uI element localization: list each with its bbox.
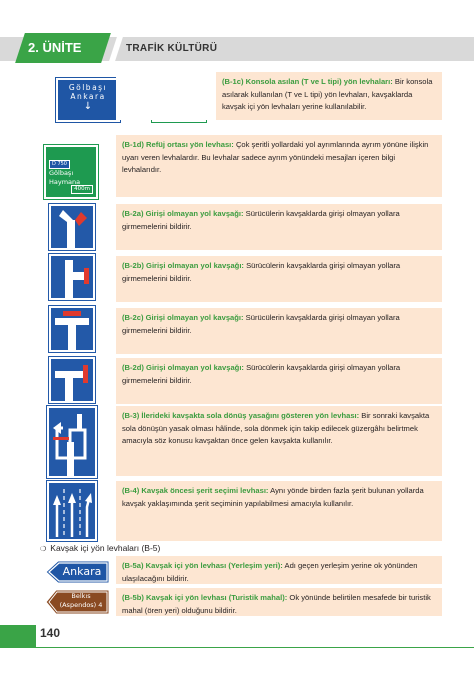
item-b2b <box>116 256 442 302</box>
section-b5-title <box>40 543 160 553</box>
sign-b1c-left-line1: Gölbaşı <box>68 83 108 92</box>
sign-b1d-route: D 750 <box>49 160 70 169</box>
sign-b2b <box>49 254 95 300</box>
section-b5-title-text: Kavşak içi yön levhaları (B-5) <box>50 543 161 553</box>
item-b2a-text: Sürücülerin kavşaklarda girişi olmayan yollara girmemelerini bildirir. <box>122 209 400 231</box>
topic-label: TRAFİK KÜLTÜRÜ <box>126 43 218 54</box>
arrow-down-icon: ↓ <box>83 101 93 112</box>
item-b2b-term: (B-2b) Girişi olmayan yol kavşağı: <box>122 261 244 270</box>
sign-b1c-left-line2: Ankara <box>70 92 106 101</box>
item-b1c-text: Bir konsola asılarak kullanılan (T ve L tipi) yön levhaları, kavşaklarda kavşak içi yön levhaları yerine kullanılabilir. <box>222 77 433 112</box>
sign-b5a-label: Ankara <box>62 565 102 578</box>
item-b2d-text: Sürücülerin kavşaklarda girişi olmayan yollara girmemelerini bildirir. <box>122 363 401 385</box>
item-b4 <box>116 481 442 541</box>
item-b1c <box>116 72 442 120</box>
road-side-junction-icon <box>51 256 93 298</box>
page-number-tab <box>0 625 36 647</box>
sign-b1d-line1: Gölbaşı <box>49 169 74 177</box>
circle-bullet-icon: ❍ <box>40 546 47 553</box>
item-b5a <box>116 556 442 584</box>
item-b5b <box>116 588 442 616</box>
item-b4-text: Aynı yönde birden fazla şerit bulunan yollarda kavşak yaklaşımında şerit seçiminin yapılabilmesi amacıyla kullanılır. <box>122 486 424 508</box>
sign-b5b-line1: Belkıs <box>71 592 91 600</box>
item-b2a-term: (B-2a) Girişi olmayan yol kavşağı: <box>122 209 244 218</box>
sign-b5b-line2: (Aspendos) 4 <box>59 601 103 609</box>
road-t-junction-icon <box>51 308 93 350</box>
sign-b3 <box>47 406 97 478</box>
item-b5a-term: (B-5a) Kavşak içi yön levhası (Yerleşim yeri): <box>122 561 283 570</box>
item-b1d-term: (B-1d) Refüj ortası yön levhası: <box>122 140 234 149</box>
item-b2c-text: Sürücülerin kavşaklarda girişi olmayan yollara girmemelerini bildirir. <box>122 313 400 335</box>
item-b3 <box>116 406 442 476</box>
item-b2d <box>116 358 442 404</box>
item-b4-term: (B-4) Kavşak öncesi şerit seçimi levhası: <box>122 486 269 495</box>
item-b1d-text: Çok şeritli yollardaki yol ayrımlarında ayrım yönüne ilişkin uyarı veren levhalardır. Bu levhalar sadece ayrım yönündeki mesajları içeren bilgi levhalarıdır. <box>122 140 429 175</box>
item-b2c-term: (B-2c) Girişi olmayan yol kavşağı: <box>122 313 244 322</box>
item-b2b-text: Sürücülerin kavşaklarda girişi olmayan yollara girmemelerini bildirir. <box>122 261 401 283</box>
item-b2d-term: (B-2d) Girişi olmayan yol kavşağı: <box>122 363 244 372</box>
sign-b2d <box>49 357 95 403</box>
item-b5a-text: Adı geçen yerleşim yerine ok yönünden ulaşılacağını bildirir. <box>122 561 418 583</box>
unit-label: 2. ÜNİTE <box>28 40 82 55</box>
item-b2a <box>116 204 442 250</box>
item-b5b-term: (B-5b) Kavşak içi yön levhası (Turistik mahal): <box>122 593 288 602</box>
item-b2c <box>116 308 442 354</box>
sign-b1c-left <box>56 78 120 122</box>
sign-b1d-line2: Haymana <box>49 178 81 186</box>
item-b5b-text: Ok yönünde belirtilen mesafede bir turistik mahal (ören yeri) olduğunu bildirir. <box>122 593 431 615</box>
road-branch-icon <box>51 206 93 248</box>
item-b3-text: Bir sonraki kavşakta sola dönüşün yasak olması hâlinde, sola dönmek için takip edilecek güzergâhı belirtmek amacıyla söz konusu kavşaktan önce gelen kavşakta kullanılır. <box>122 411 430 446</box>
item-b1d <box>116 135 442 197</box>
item-b3-term: (B-3) İlerideki kavşakta sola dönüş yasağını gösteren yön levhası: <box>122 411 360 420</box>
sign-b2c <box>49 306 95 352</box>
sign-b2a <box>49 204 95 250</box>
sign-b4 <box>47 481 97 541</box>
item-b1c-term: (B-1c) Konsola asılan (T ve L tipi) yön levhaları: <box>222 77 393 86</box>
road-t-junction-right-icon <box>51 359 93 401</box>
sign-b1d-distance: 400m <box>71 185 93 194</box>
page-number: 140 <box>40 626 61 640</box>
detour-route-icon <box>49 408 95 476</box>
sign-b1d <box>44 145 98 199</box>
footer-rule <box>0 647 474 648</box>
lane-selection-icon <box>49 483 95 539</box>
